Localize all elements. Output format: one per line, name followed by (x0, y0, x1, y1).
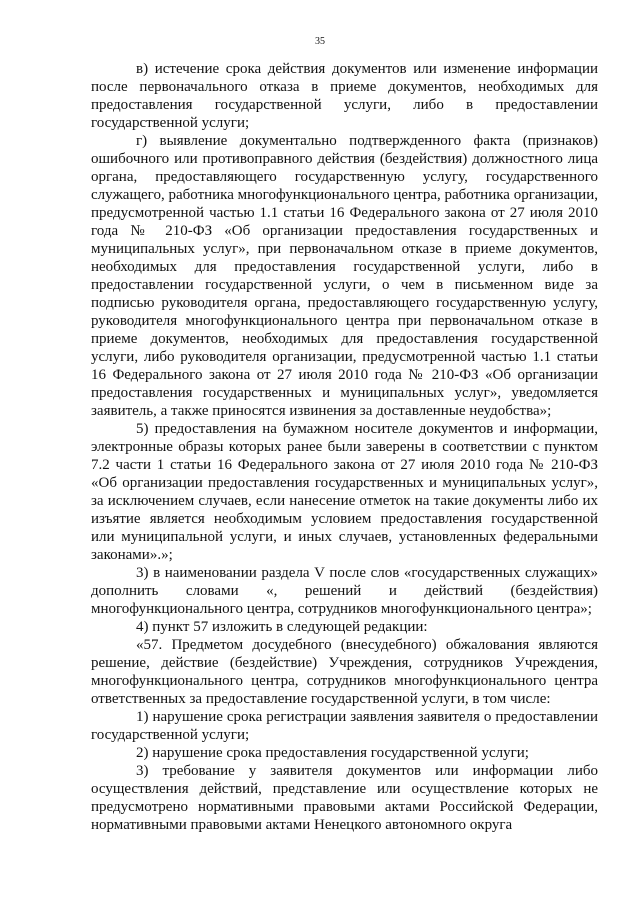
paragraph-subitem-2: 2) нарушение срока предоставления государственной услуги; (136, 745, 529, 761)
paragraph-amendment-4: 4) пункт 57 изложить в следующей редакции: (136, 619, 428, 635)
page-number: 35 (315, 36, 325, 47)
paragraph-item-5: 5) предоставления на бумажном носителе документов и информации, электронные образы которых ранее были заверены в соответствии с пунктом 7.2 части 1 статьи 16 Федерального закона от 27 июля 2010 года № 210-ФЗ «Об организации предоставления государственных и муниципальных услуг», за исключением случаев, если нанесение отметок на такие документы либо их изъятие является необходимым условием предоставления государственной или муниципальной услуги, и иных случаев, установленных федеральными законами».»; (91, 421, 598, 563)
paragraph-subitem-3: 3) требование у заявителя документов или информации либо осуществления действий, представление или осуществление которых не предусмотрено нормативными правовыми актами Российской Федерации, нормативными правовыми актами Ненецкого автономного округа (91, 763, 598, 833)
paragraph-point-57: «57. Предметом досудебного (внесудебного) обжалования являются решение, действие (бездействие) Учреждения, сотрудников Учреждения, многофункционального центра, сотрудников многофункционального центра ответственных за предоставление государственной услуги, в том числе: (91, 637, 598, 707)
paragraph-item-v: в) истечение срока действия документов или изменение информации после первоначального отказа в приеме документов, необходимых для предоставления государственной услуги, либо в предоставлении государственной услуги; (91, 61, 598, 131)
paragraph-item-g: г) выявление документально подтвержденного факта (признаков) ошибочного или противоправного действия (бездействия) должностного лица органа, предоставляющего государственную услугу, государственного служащего, работника многофункционального центра, работника организации, предусмотренной частью 1.1 статьи 16 Федерального закона от 27 июля 2010 года № 210-ФЗ «Об организации предоставления государственных и муниципальных услуг», при первоначальном отказе в приеме документов, необходимых для предоставления государственной услуги, либо в предоставлении государственной услуги, о чем в письменном виде за подписью руководителя органа, предоставляющего государственную услугу, руководителя многофункционального центра при первоначальном отказе в приеме документов, необходимых для предоставления государственной услуги, либо руководителя организации, предусмотренной частью 1.1 статьи 16 Федерального закона от 27 июля 2010 года № 210-ФЗ «Об организации предоставления государственных и муниципальных услуг», уведомляется заявитель, а также приносятся извинения за доставленные неудобства»; (91, 133, 598, 419)
paragraph-amendment-3: 3) в наименовании раздела V после слов «государственных служащих» дополнить словами «, решений и действий (бездействия) многофункционального центра, сотрудников многофункционального центра»; (91, 565, 598, 617)
document-body (91, 60, 598, 834)
paragraph-subitem-1: 1) нарушение срока регистрации заявления заявителя о предоставлении государственной услуги; (91, 709, 598, 743)
